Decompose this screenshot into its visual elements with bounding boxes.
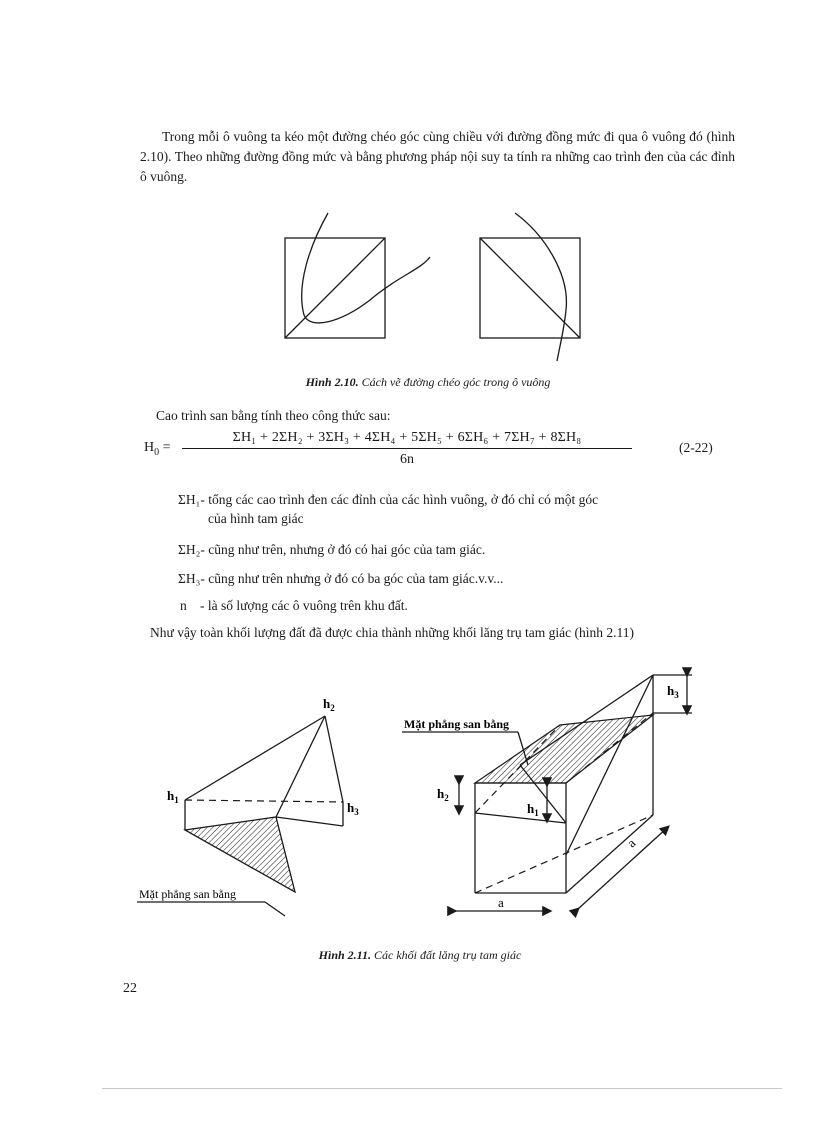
right-contour-line bbox=[515, 213, 566, 361]
left-edge-back bbox=[276, 817, 343, 826]
figure-2-10-caption-text: Cách vẽ đường chéo góc trong ô vuông bbox=[361, 375, 551, 389]
conclusion-paragraph: Như vậy toàn khối lượng đất đã được chia thành những khối lăng trụ tam giác (hình 2.11) bbox=[150, 625, 634, 640]
formula-numerator: ΣH₁ + 2ΣH₂ + 3ΣH₃ + 4ΣH₄ + 5ΣH₅ + 6ΣH₆ + 7ΣH₇ + 8ΣH₈ bbox=[182, 430, 632, 449]
right-label-plane: Mặt phẳng san bằng bbox=[404, 717, 510, 731]
figure-2-11-caption bbox=[260, 948, 580, 963]
definition-n: n - là số lượng các ô vuông trên khu đất. bbox=[180, 598, 408, 613]
right-label-h3: $h_3$ bbox=[667, 683, 679, 700]
formula-lhs: $H_0$ = bbox=[144, 440, 171, 458]
right-label-h1: $h_1$ bbox=[527, 801, 539, 818]
definition-term: ΣH₂ bbox=[178, 542, 201, 557]
formula-intro: Cao trình san bằng tính theo công thức sau: bbox=[156, 408, 391, 423]
definition-term: n bbox=[180, 598, 187, 613]
left-contour-line bbox=[302, 213, 430, 323]
definition-h1: ΣH₁- tổng các cao trình đen các đỉnh của các hình vuông, ở đó chỉ có một góc bbox=[178, 492, 599, 507]
figure-2-10-label: Hình 2.10. bbox=[305, 375, 359, 389]
formula-2-22 bbox=[144, 430, 734, 474]
formula-number: (2-22) bbox=[679, 440, 713, 455]
figure-2-11-left-diagram bbox=[135, 690, 375, 920]
left-label-h3: $h_3$ bbox=[347, 800, 359, 817]
formula-denominator: 6n bbox=[400, 452, 414, 467]
left-plane-hatched bbox=[185, 817, 295, 892]
figure-2-11-caption-text: Các khối đất lăng trụ tam giác bbox=[374, 948, 522, 962]
figure-2-10-diagram bbox=[270, 205, 590, 365]
left-label-plane: Mặt phẳng san bằng bbox=[139, 887, 236, 901]
left-leader-slant bbox=[265, 902, 285, 916]
definition-term: ΣH₃ bbox=[178, 571, 201, 586]
figure-2-10-caption bbox=[268, 375, 588, 390]
right-label-a-bottom: a bbox=[498, 895, 504, 910]
figure-2-11-right-diagram bbox=[400, 655, 730, 925]
left-edge-h2-h3 bbox=[325, 716, 343, 802]
definition-h1-continuation: của hình tam giác bbox=[208, 511, 304, 526]
figure-2-11-label: Hình 2.11. bbox=[318, 948, 372, 962]
intro-paragraph: Trong mỗi ô vuông ta kéo một đường chéo góc cùng chiều với đường đồng mức đi qua ô vuông đó (hình 2.10). Theo những đường đồng mức và bằng phương pháp nội suy ta tính ra những cao trình đen của các đỉnh ô vuông. bbox=[140, 129, 735, 184]
right-label-h2: $h_2$ bbox=[437, 786, 449, 803]
right-dashed-base bbox=[475, 815, 653, 893]
left-label-h2: $h_2$ bbox=[323, 696, 335, 713]
definition-h3: ΣH₃- cũng như trên nhưng ở đó có ba góc của tam giác.v.v... bbox=[178, 571, 504, 586]
left-diagonal bbox=[285, 238, 385, 338]
right-label-a-diag: a bbox=[623, 835, 639, 851]
definition-term: ΣH₁ bbox=[178, 492, 201, 507]
definition-h2: ΣH₂- cũng như trên, nhưng ở đó có hai góc của tam giác. bbox=[178, 542, 486, 557]
left-dashed-h1-h3 bbox=[185, 800, 343, 802]
right-slope-mid bbox=[475, 813, 566, 823]
formula-fraction bbox=[182, 430, 632, 468]
bottom-rule bbox=[102, 1088, 782, 1089]
page-number: 22 bbox=[123, 981, 137, 996]
left-label-h1: $h_1$ bbox=[167, 788, 179, 805]
